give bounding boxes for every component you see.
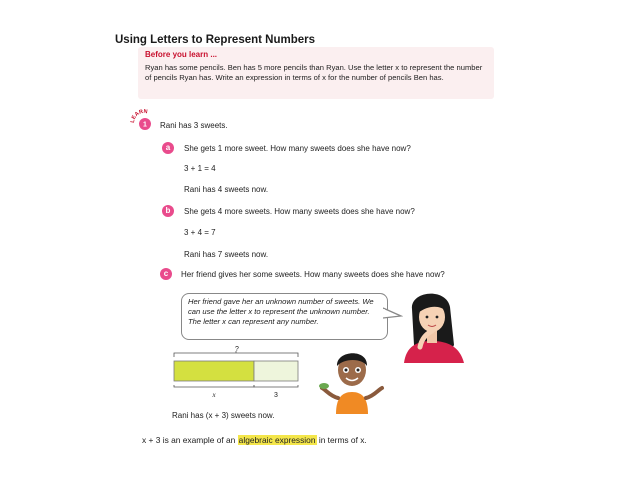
learn-badge-icon	[130, 105, 158, 133]
part-b-question: She gets 4 more sweets. How many sweets does she have now?	[184, 207, 415, 216]
part-a-equation: 3 + 1 = 4	[184, 164, 216, 173]
bar-model-total-label: ?	[235, 346, 239, 353]
bar-model-x-label: x	[212, 391, 216, 399]
intro-text: Rani has 3 sweets.	[160, 121, 228, 130]
before-you-learn-label: Before you learn ...	[145, 50, 218, 59]
learn-badge-number: 1	[143, 121, 147, 129]
part-a-answer: Rani has 4 sweets now.	[184, 185, 269, 194]
part-b-equation: 3 + 4 = 7	[184, 228, 216, 237]
part-b-answer: Rani has 7 sweets now.	[184, 250, 269, 259]
part-c-question: Her friend gives her some sweets. How many sweets does she have now?	[181, 270, 445, 279]
final-statement-end: in terms of x.	[316, 435, 367, 445]
bar-model-3-label: 3	[274, 392, 278, 399]
girl-illustration	[398, 285, 468, 363]
part-b-marker: b	[162, 205, 174, 217]
before-you-learn-text: Ryan has some pencils. Ben has 5 more pencils than Ryan. Use the letter x to represent the number of pencils Ryan has. Write an expression in terms of x for the number of pencils Ben has.	[145, 63, 483, 82]
bar-model-diagram	[168, 343, 304, 403]
speech-bubble-text: Her friend gave her an unknown number of sweets. We can use the letter x to represent the unknown number. The letter x can represent any number.	[188, 297, 374, 326]
bar-model-unknown-segment	[174, 361, 254, 381]
boy-illustration	[318, 344, 386, 414]
final-statement-start: x + 3 is an example of an	[142, 435, 238, 445]
learn-badge-text: LEARN	[130, 108, 148, 124]
bar-model-known-segment	[254, 361, 298, 381]
part-a-question: She gets 1 more sweet. How many sweets does she have now?	[184, 144, 411, 153]
part-a-marker: a	[162, 142, 174, 154]
algebraic-expression-highlight: algebraic expression	[238, 435, 316, 445]
conclusion-text: Rani has (x + 3) sweets now.	[172, 411, 275, 420]
part-c-marker: c	[160, 268, 172, 280]
page-title: Using Letters to Represent Numbers	[115, 34, 316, 46]
final-statement	[142, 435, 367, 445]
